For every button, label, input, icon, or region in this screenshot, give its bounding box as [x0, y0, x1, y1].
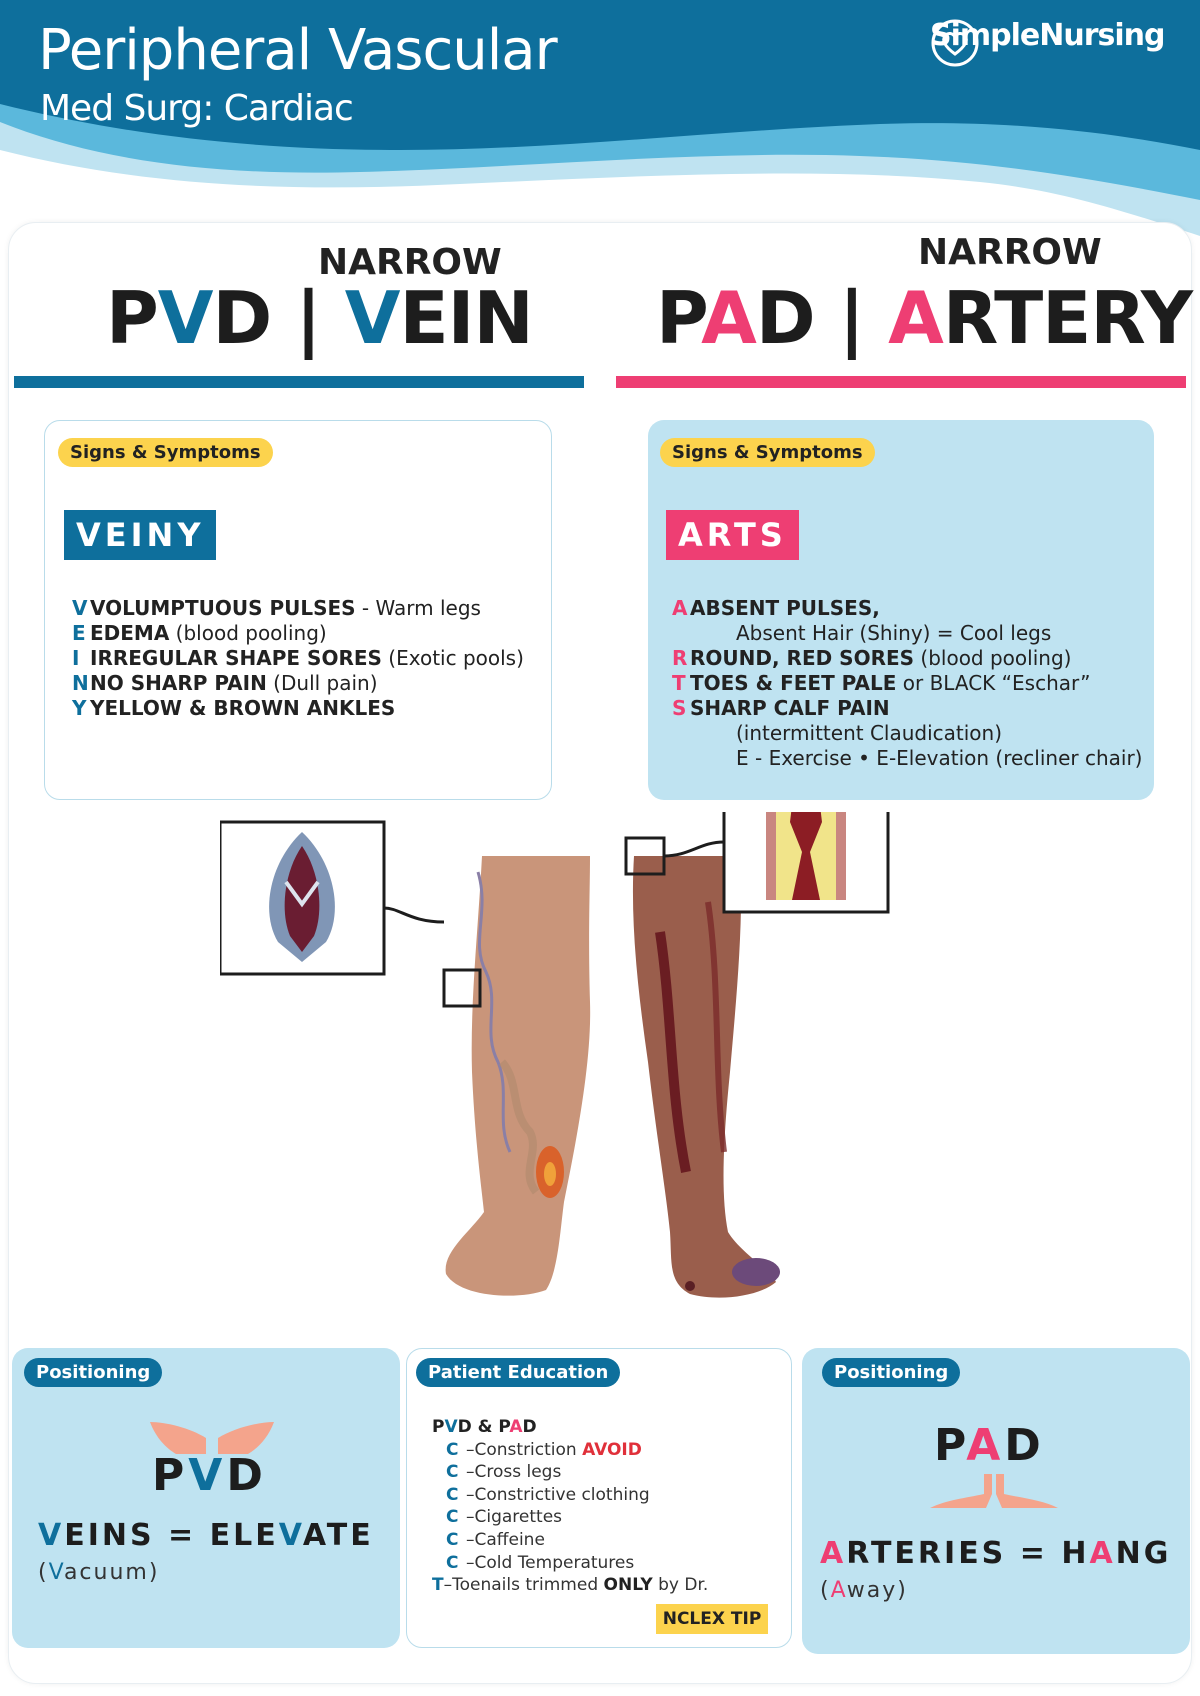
list-item: C –Constriction AVOID [446, 1439, 642, 1460]
list-item: NNO SHARP PAIN (Dull pain) [72, 671, 378, 695]
pad-d: D [755, 276, 815, 360]
patient-education-list [432, 1416, 708, 1597]
pad-separator: | [838, 276, 865, 360]
pad-symptoms-label: Signs & Symptoms [660, 438, 875, 467]
list-item: R ROUND, RED SORES (blood pooling) [672, 646, 1072, 670]
list-item: S SHARP CALF PAIN [672, 696, 890, 720]
pad-p: P [656, 276, 702, 360]
pad-symptom-list [672, 596, 1142, 771]
pad-heading [656, 276, 1192, 360]
arteries-hang-text: ARTERIES = HANG [820, 1536, 1172, 1571]
pvd-symptom-list [72, 596, 524, 721]
pvd-symptoms-label: Signs & Symptoms [58, 438, 273, 467]
list-item: C –Constrictive clothing [446, 1484, 650, 1505]
legs-illustration [220, 812, 980, 1312]
list-item: A ABSENT PULSES, [672, 596, 880, 620]
education-heading: PVD & PAD [432, 1417, 537, 1437]
hanging-feet-icon [926, 1474, 1062, 1510]
brand-logo [930, 18, 1165, 53]
list-item: T TOES & FEET PALE or BLACK “Eschar” [672, 671, 1091, 695]
ischemic-toes [732, 1258, 780, 1286]
list-item: C –Caffeine [446, 1529, 545, 1550]
vein-leg [446, 856, 591, 1296]
list-item: T–Toenails trimmed ONLY by Dr. [432, 1575, 709, 1596]
list-item: Y YELLOW & BROWN ANKLES [72, 696, 396, 720]
pvd-d: D [212, 276, 272, 360]
pvd-underline [14, 376, 584, 388]
pvd-narrow-label: NARROW [318, 242, 502, 283]
pad-positioning-abbr: PAD [934, 1420, 1045, 1471]
header-banner [0, 0, 1200, 260]
brand-name: SimpleNursing [930, 18, 1165, 53]
pad-a: A [701, 276, 756, 360]
list-item: Absent Hair (Shiny) = Cool legs [736, 621, 1052, 645]
page-subtitle: Med Surg: Cardiac [40, 88, 353, 129]
stethoscope-heart-icon [930, 18, 980, 68]
pad-underline [616, 376, 1186, 388]
pvd-mnemonic: VEINY [64, 510, 216, 560]
pad-artery-rest: RTERY [942, 276, 1193, 360]
pvd-v: V [157, 276, 213, 360]
list-item: (intermittent Claudication) [736, 721, 1003, 745]
pvd-separator: | [295, 276, 321, 360]
eschar-spot [685, 1281, 695, 1291]
pad-positioning-label: Positioning [822, 1358, 960, 1387]
list-item: E EDEMA (blood pooling) [72, 621, 327, 645]
pad-mnemonic: ARTS [666, 510, 799, 560]
pvd-heading [106, 276, 533, 360]
pvd-positioning-label: Positioning [24, 1358, 162, 1387]
list-item: C –Cross legs [446, 1462, 562, 1483]
list-item: V VOLUMPTUOUS PULSES - Warm legs [72, 596, 481, 620]
list-item: C –Cold Temperatures [446, 1552, 635, 1573]
pvd-vein-rest: EIN [399, 276, 533, 360]
away-text: (Away) [820, 1578, 908, 1603]
list-item: C –Cigarettes [446, 1507, 563, 1528]
page-title: Peripheral Vascular [38, 18, 557, 83]
nclex-tip-badge: NCLEX TIP [656, 1604, 768, 1634]
list-item: E - Exercise • E-Elevation (recliner chair) [736, 746, 1143, 770]
pvd-p: P [106, 276, 158, 360]
patient-education-label: Patient Education [416, 1358, 620, 1387]
pvd-positioning-abbr: PVD [152, 1450, 267, 1501]
pvd-vein-v: V [344, 276, 400, 360]
veins-elevate-text: VEINS = ELEVATE [38, 1518, 374, 1553]
list-item: I IRREGULAR SHAPE SORES (Exotic pools) [72, 646, 524, 670]
artery-leg [633, 856, 776, 1298]
pad-narrow-label: NARROW [918, 232, 1102, 273]
vacuum-text: (Vacuum) [38, 1560, 160, 1585]
pad-artery-a: A [888, 276, 943, 360]
